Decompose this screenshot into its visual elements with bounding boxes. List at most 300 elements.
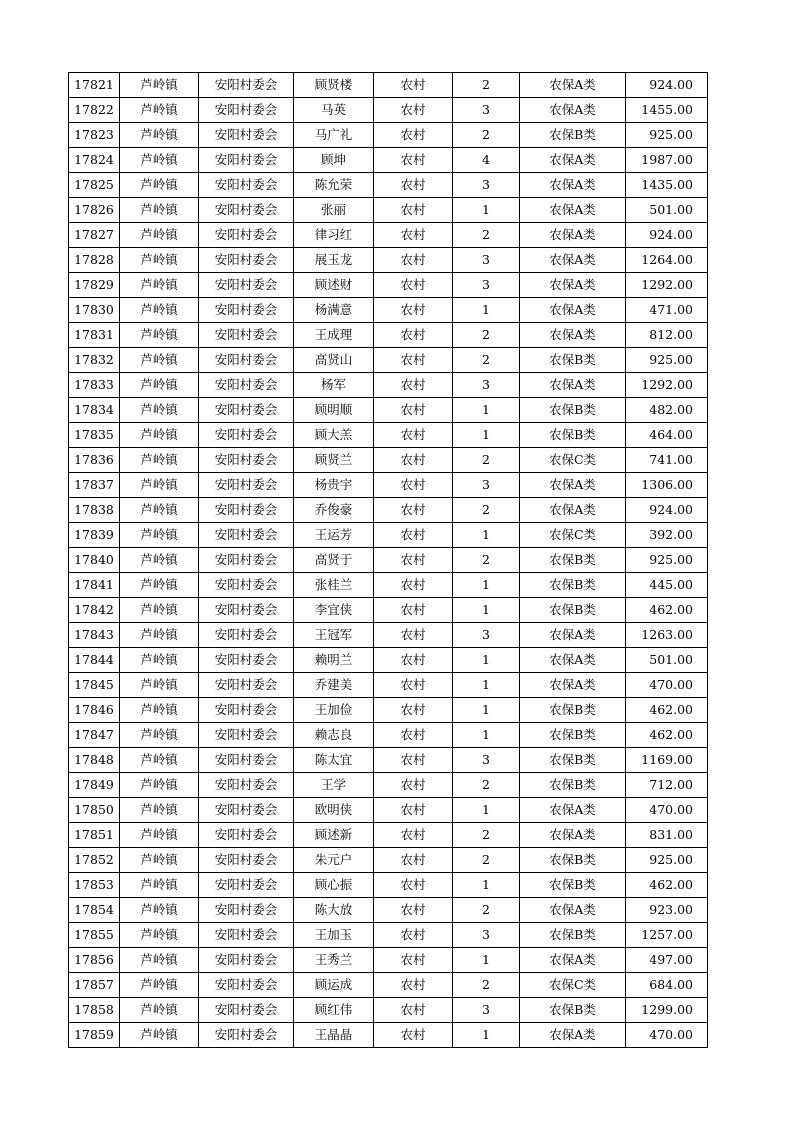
household-size-cell: 1 bbox=[453, 873, 520, 898]
insurance-class-cell: 农保B类 bbox=[520, 598, 626, 623]
household-size-cell: 2 bbox=[453, 448, 520, 473]
village-committee-cell: 安阳村委会 bbox=[199, 873, 294, 898]
table-row bbox=[69, 748, 708, 773]
table-row bbox=[69, 148, 708, 173]
village-committee-cell: 安阳村委会 bbox=[199, 98, 294, 123]
village-committee-cell: 安阳村委会 bbox=[199, 648, 294, 673]
amount-cell: 1299.00 bbox=[626, 998, 708, 1023]
record-id-cell: 17822 bbox=[69, 98, 120, 123]
insurance-class-cell: 农保A类 bbox=[520, 148, 626, 173]
village-committee-cell: 安阳村委会 bbox=[199, 573, 294, 598]
name-cell: 朱元户 bbox=[294, 848, 374, 873]
record-id-cell: 17836 bbox=[69, 448, 120, 473]
amount-cell: 1435.00 bbox=[626, 173, 708, 198]
table-row bbox=[69, 923, 708, 948]
area-type-cell: 农村 bbox=[374, 698, 453, 723]
amount-cell: 812.00 bbox=[626, 323, 708, 348]
town-cell: 芦岭镇 bbox=[120, 798, 199, 823]
town-cell: 芦岭镇 bbox=[120, 598, 199, 623]
town-cell: 芦岭镇 bbox=[120, 898, 199, 923]
household-size-cell: 3 bbox=[453, 748, 520, 773]
village-committee-cell: 安阳村委会 bbox=[199, 923, 294, 948]
amount-cell: 462.00 bbox=[626, 723, 708, 748]
table-row bbox=[69, 798, 708, 823]
record-id-cell: 17858 bbox=[69, 998, 120, 1023]
table-row bbox=[69, 348, 708, 373]
insurance-class-cell: 农保A类 bbox=[520, 298, 626, 323]
household-size-cell: 3 bbox=[453, 998, 520, 1023]
amount-cell: 1987.00 bbox=[626, 148, 708, 173]
table-row bbox=[69, 598, 708, 623]
town-cell: 芦岭镇 bbox=[120, 73, 199, 98]
village-committee-cell: 安阳村委会 bbox=[199, 598, 294, 623]
town-cell: 芦岭镇 bbox=[120, 248, 199, 273]
town-cell: 芦岭镇 bbox=[120, 223, 199, 248]
record-id-cell: 17849 bbox=[69, 773, 120, 798]
record-id-cell: 17851 bbox=[69, 823, 120, 848]
village-committee-cell: 安阳村委会 bbox=[199, 773, 294, 798]
village-committee-cell: 安阳村委会 bbox=[199, 148, 294, 173]
name-cell: 王成理 bbox=[294, 323, 374, 348]
village-committee-cell: 安阳村委会 bbox=[199, 348, 294, 373]
name-cell: 陈允荣 bbox=[294, 173, 374, 198]
name-cell: 顾坤 bbox=[294, 148, 374, 173]
area-type-cell: 农村 bbox=[374, 773, 453, 798]
record-id-cell: 17854 bbox=[69, 898, 120, 923]
town-cell: 芦岭镇 bbox=[120, 548, 199, 573]
town-cell: 芦岭镇 bbox=[120, 498, 199, 523]
insurance-class-cell: 农保A类 bbox=[520, 648, 626, 673]
name-cell: 顾红伟 bbox=[294, 998, 374, 1023]
town-cell: 芦岭镇 bbox=[120, 523, 199, 548]
amount-cell: 497.00 bbox=[626, 948, 708, 973]
record-id-cell: 17846 bbox=[69, 698, 120, 723]
amount-cell: 462.00 bbox=[626, 698, 708, 723]
table-row bbox=[69, 498, 708, 523]
table-row bbox=[69, 848, 708, 873]
name-cell: 顾述新 bbox=[294, 823, 374, 848]
town-cell: 芦岭镇 bbox=[120, 823, 199, 848]
name-cell: 赖明兰 bbox=[294, 648, 374, 673]
table-row bbox=[69, 648, 708, 673]
insurance-class-cell: 农保B类 bbox=[520, 748, 626, 773]
household-size-cell: 2 bbox=[453, 823, 520, 848]
household-size-cell: 2 bbox=[453, 973, 520, 998]
village-committee-cell: 安阳村委会 bbox=[199, 673, 294, 698]
record-id-cell: 17839 bbox=[69, 523, 120, 548]
insurance-class-cell: 农保A类 bbox=[520, 623, 626, 648]
amount-cell: 470.00 bbox=[626, 673, 708, 698]
town-cell: 芦岭镇 bbox=[120, 323, 199, 348]
amount-cell: 462.00 bbox=[626, 873, 708, 898]
area-type-cell: 农村 bbox=[374, 948, 453, 973]
table-row bbox=[69, 223, 708, 248]
area-type-cell: 农村 bbox=[374, 173, 453, 198]
table-row bbox=[69, 123, 708, 148]
area-type-cell: 农村 bbox=[374, 748, 453, 773]
record-id-cell: 17825 bbox=[69, 173, 120, 198]
village-committee-cell: 安阳村委会 bbox=[199, 273, 294, 298]
town-cell: 芦岭镇 bbox=[120, 648, 199, 673]
area-type-cell: 农村 bbox=[374, 673, 453, 698]
insurance-class-cell: 农保B类 bbox=[520, 923, 626, 948]
amount-cell: 501.00 bbox=[626, 198, 708, 223]
town-cell: 芦岭镇 bbox=[120, 398, 199, 423]
area-type-cell: 农村 bbox=[374, 223, 453, 248]
record-id-cell: 17857 bbox=[69, 973, 120, 998]
village-committee-cell: 安阳村委会 bbox=[199, 823, 294, 848]
table-row bbox=[69, 698, 708, 723]
village-committee-cell: 安阳村委会 bbox=[199, 448, 294, 473]
table-row bbox=[69, 173, 708, 198]
village-committee-cell: 安阳村委会 bbox=[199, 173, 294, 198]
name-cell: 杨满意 bbox=[294, 298, 374, 323]
area-type-cell: 农村 bbox=[374, 498, 453, 523]
amount-cell: 925.00 bbox=[626, 848, 708, 873]
table-row bbox=[69, 773, 708, 798]
insurance-class-cell: 农保A类 bbox=[520, 173, 626, 198]
table-row bbox=[69, 573, 708, 598]
table-row bbox=[69, 98, 708, 123]
insurance-class-cell: 农保A类 bbox=[520, 373, 626, 398]
amount-cell: 1306.00 bbox=[626, 473, 708, 498]
household-size-cell: 1 bbox=[453, 423, 520, 448]
record-id-cell: 17852 bbox=[69, 848, 120, 873]
insurance-class-cell: 农保B类 bbox=[520, 548, 626, 573]
area-type-cell: 农村 bbox=[374, 523, 453, 548]
village-committee-cell: 安阳村委会 bbox=[199, 973, 294, 998]
record-id-cell: 17850 bbox=[69, 798, 120, 823]
area-type-cell: 农村 bbox=[374, 273, 453, 298]
amount-cell: 470.00 bbox=[626, 798, 708, 823]
town-cell: 芦岭镇 bbox=[120, 123, 199, 148]
area-type-cell: 农村 bbox=[374, 848, 453, 873]
insurance-class-cell: 农保C类 bbox=[520, 523, 626, 548]
amount-cell: 1264.00 bbox=[626, 248, 708, 273]
insurance-class-cell: 农保A类 bbox=[520, 73, 626, 98]
insurance-class-cell: 农保A类 bbox=[520, 498, 626, 523]
area-type-cell: 农村 bbox=[374, 623, 453, 648]
record-id-cell: 17853 bbox=[69, 873, 120, 898]
household-size-cell: 1 bbox=[453, 1023, 520, 1048]
name-cell: 王运芳 bbox=[294, 523, 374, 548]
insurance-class-cell: 农保A类 bbox=[520, 98, 626, 123]
record-id-cell: 17837 bbox=[69, 473, 120, 498]
amount-cell: 1257.00 bbox=[626, 923, 708, 948]
town-cell: 芦岭镇 bbox=[120, 723, 199, 748]
household-size-cell: 1 bbox=[453, 648, 520, 673]
record-id-cell: 17831 bbox=[69, 323, 120, 348]
insurance-class-cell: 农保A类 bbox=[520, 898, 626, 923]
household-size-cell: 2 bbox=[453, 123, 520, 148]
record-id-cell: 17856 bbox=[69, 948, 120, 973]
table-row bbox=[69, 1023, 708, 1048]
amount-cell: 1169.00 bbox=[626, 748, 708, 773]
insurance-class-cell: 农保B类 bbox=[520, 998, 626, 1023]
village-committee-cell: 安阳村委会 bbox=[199, 473, 294, 498]
area-type-cell: 农村 bbox=[374, 823, 453, 848]
household-size-cell: 3 bbox=[453, 623, 520, 648]
household-size-cell: 1 bbox=[453, 673, 520, 698]
name-cell: 陈太宜 bbox=[294, 748, 374, 773]
household-size-cell: 2 bbox=[453, 773, 520, 798]
household-size-cell: 3 bbox=[453, 173, 520, 198]
table-row bbox=[69, 873, 708, 898]
household-size-cell: 1 bbox=[453, 573, 520, 598]
insurance-class-cell: 农保A类 bbox=[520, 223, 626, 248]
household-size-cell: 2 bbox=[453, 848, 520, 873]
town-cell: 芦岭镇 bbox=[120, 623, 199, 648]
area-type-cell: 农村 bbox=[374, 648, 453, 673]
record-id-cell: 17829 bbox=[69, 273, 120, 298]
area-type-cell: 农村 bbox=[374, 123, 453, 148]
name-cell: 马广礼 bbox=[294, 123, 374, 148]
area-type-cell: 农村 bbox=[374, 723, 453, 748]
household-size-cell: 2 bbox=[453, 548, 520, 573]
name-cell: 张桂兰 bbox=[294, 573, 374, 598]
record-id-cell: 17859 bbox=[69, 1023, 120, 1048]
area-type-cell: 农村 bbox=[374, 423, 453, 448]
record-id-cell: 17835 bbox=[69, 423, 120, 448]
area-type-cell: 农村 bbox=[374, 873, 453, 898]
area-type-cell: 农村 bbox=[374, 798, 453, 823]
name-cell: 李宜侠 bbox=[294, 598, 374, 623]
town-cell: 芦岭镇 bbox=[120, 423, 199, 448]
area-type-cell: 农村 bbox=[374, 598, 453, 623]
amount-cell: 925.00 bbox=[626, 548, 708, 573]
amount-cell: 1263.00 bbox=[626, 623, 708, 648]
table-row bbox=[69, 398, 708, 423]
amount-cell: 464.00 bbox=[626, 423, 708, 448]
table-row bbox=[69, 273, 708, 298]
insurance-class-cell: 农保B类 bbox=[520, 773, 626, 798]
table-row bbox=[69, 998, 708, 1023]
insurance-class-cell: 农保B类 bbox=[520, 698, 626, 723]
village-committee-cell: 安阳村委会 bbox=[199, 723, 294, 748]
table-row bbox=[69, 548, 708, 573]
record-id-cell: 17828 bbox=[69, 248, 120, 273]
name-cell: 顾贤兰 bbox=[294, 448, 374, 473]
village-committee-cell: 安阳村委会 bbox=[199, 1023, 294, 1048]
insurance-class-cell: 农保B类 bbox=[520, 423, 626, 448]
record-id-cell: 17826 bbox=[69, 198, 120, 223]
insurance-class-cell: 农保C类 bbox=[520, 973, 626, 998]
name-cell: 王加玉 bbox=[294, 923, 374, 948]
table-row bbox=[69, 198, 708, 223]
town-cell: 芦岭镇 bbox=[120, 473, 199, 498]
insurance-class-cell: 农保A类 bbox=[520, 198, 626, 223]
village-committee-cell: 安阳村委会 bbox=[199, 498, 294, 523]
name-cell: 高贤于 bbox=[294, 548, 374, 573]
village-committee-cell: 安阳村委会 bbox=[199, 998, 294, 1023]
amount-cell: 482.00 bbox=[626, 398, 708, 423]
name-cell: 高贤山 bbox=[294, 348, 374, 373]
household-size-cell: 2 bbox=[453, 898, 520, 923]
table-row bbox=[69, 73, 708, 98]
area-type-cell: 农村 bbox=[374, 573, 453, 598]
record-id-cell: 17838 bbox=[69, 498, 120, 523]
town-cell: 芦岭镇 bbox=[120, 298, 199, 323]
household-size-cell: 3 bbox=[453, 273, 520, 298]
amount-cell: 1455.00 bbox=[626, 98, 708, 123]
amount-cell: 924.00 bbox=[626, 223, 708, 248]
household-size-cell: 3 bbox=[453, 248, 520, 273]
village-committee-cell: 安阳村委会 bbox=[199, 948, 294, 973]
amount-cell: 684.00 bbox=[626, 973, 708, 998]
name-cell: 顾贤楼 bbox=[294, 73, 374, 98]
town-cell: 芦岭镇 bbox=[120, 98, 199, 123]
village-committee-cell: 安阳村委会 bbox=[199, 898, 294, 923]
amount-cell: 712.00 bbox=[626, 773, 708, 798]
area-type-cell: 农村 bbox=[374, 73, 453, 98]
area-type-cell: 农村 bbox=[374, 298, 453, 323]
town-cell: 芦岭镇 bbox=[120, 923, 199, 948]
town-cell: 芦岭镇 bbox=[120, 348, 199, 373]
name-cell: 欧明侠 bbox=[294, 798, 374, 823]
record-id-cell: 17840 bbox=[69, 548, 120, 573]
household-size-cell: 1 bbox=[453, 723, 520, 748]
town-cell: 芦岭镇 bbox=[120, 373, 199, 398]
amount-cell: 831.00 bbox=[626, 823, 708, 848]
household-size-cell: 1 bbox=[453, 298, 520, 323]
insurance-class-cell: 农保A类 bbox=[520, 273, 626, 298]
town-cell: 芦岭镇 bbox=[120, 273, 199, 298]
village-committee-cell: 安阳村委会 bbox=[199, 698, 294, 723]
name-cell: 律习红 bbox=[294, 223, 374, 248]
town-cell: 芦岭镇 bbox=[120, 873, 199, 898]
village-committee-cell: 安阳村委会 bbox=[199, 623, 294, 648]
area-type-cell: 农村 bbox=[374, 398, 453, 423]
table-row bbox=[69, 948, 708, 973]
town-cell: 芦岭镇 bbox=[120, 848, 199, 873]
town-cell: 芦岭镇 bbox=[120, 698, 199, 723]
town-cell: 芦岭镇 bbox=[120, 973, 199, 998]
table-row bbox=[69, 373, 708, 398]
household-size-cell: 2 bbox=[453, 73, 520, 98]
amount-cell: 924.00 bbox=[626, 498, 708, 523]
amount-cell: 1292.00 bbox=[626, 373, 708, 398]
household-size-cell: 2 bbox=[453, 498, 520, 523]
name-cell: 杨军 bbox=[294, 373, 374, 398]
record-id-cell: 17827 bbox=[69, 223, 120, 248]
household-size-cell: 2 bbox=[453, 323, 520, 348]
town-cell: 芦岭镇 bbox=[120, 1023, 199, 1048]
record-id-cell: 17845 bbox=[69, 673, 120, 698]
household-size-cell: 1 bbox=[453, 598, 520, 623]
name-cell: 顾大羔 bbox=[294, 423, 374, 448]
name-cell: 王秀兰 bbox=[294, 948, 374, 973]
table-row bbox=[69, 623, 708, 648]
amount-cell: 392.00 bbox=[626, 523, 708, 548]
record-id-cell: 17821 bbox=[69, 73, 120, 98]
table-body bbox=[69, 73, 708, 1048]
town-cell: 芦岭镇 bbox=[120, 198, 199, 223]
record-id-cell: 17841 bbox=[69, 573, 120, 598]
insurance-class-cell: 农保A类 bbox=[520, 248, 626, 273]
insurance-class-cell: 农保B类 bbox=[520, 573, 626, 598]
area-type-cell: 农村 bbox=[374, 448, 453, 473]
insurance-class-cell: 农保C类 bbox=[520, 448, 626, 473]
table-row bbox=[69, 298, 708, 323]
insurance-class-cell: 农保A类 bbox=[520, 673, 626, 698]
area-type-cell: 农村 bbox=[374, 473, 453, 498]
name-cell: 赖志良 bbox=[294, 723, 374, 748]
village-committee-cell: 安阳村委会 bbox=[199, 298, 294, 323]
area-type-cell: 农村 bbox=[374, 98, 453, 123]
insurance-class-cell: 农保A类 bbox=[520, 1023, 626, 1048]
name-cell: 展玉龙 bbox=[294, 248, 374, 273]
table-row bbox=[69, 473, 708, 498]
household-size-cell: 2 bbox=[453, 223, 520, 248]
village-committee-cell: 安阳村委会 bbox=[199, 548, 294, 573]
amount-cell: 925.00 bbox=[626, 348, 708, 373]
household-size-cell: 3 bbox=[453, 473, 520, 498]
village-committee-cell: 安阳村委会 bbox=[199, 748, 294, 773]
name-cell: 王学 bbox=[294, 773, 374, 798]
name-cell: 杨贵宇 bbox=[294, 473, 374, 498]
record-id-cell: 17843 bbox=[69, 623, 120, 648]
area-type-cell: 农村 bbox=[374, 148, 453, 173]
area-type-cell: 农村 bbox=[374, 198, 453, 223]
table-row bbox=[69, 898, 708, 923]
area-type-cell: 农村 bbox=[374, 548, 453, 573]
table-row bbox=[69, 423, 708, 448]
table-row bbox=[69, 248, 708, 273]
village-committee-cell: 安阳村委会 bbox=[199, 373, 294, 398]
insurance-class-cell: 农保A类 bbox=[520, 798, 626, 823]
record-id-cell: 17830 bbox=[69, 298, 120, 323]
record-id-cell: 17848 bbox=[69, 748, 120, 773]
area-type-cell: 农村 bbox=[374, 923, 453, 948]
record-id-cell: 17842 bbox=[69, 598, 120, 623]
insurance-class-cell: 农保B类 bbox=[520, 348, 626, 373]
village-committee-cell: 安阳村委会 bbox=[199, 323, 294, 348]
household-size-cell: 2 bbox=[453, 348, 520, 373]
name-cell: 顾运成 bbox=[294, 973, 374, 998]
name-cell: 张丽 bbox=[294, 198, 374, 223]
name-cell: 马英 bbox=[294, 98, 374, 123]
household-size-cell: 1 bbox=[453, 523, 520, 548]
area-type-cell: 农村 bbox=[374, 348, 453, 373]
table-row bbox=[69, 973, 708, 998]
area-type-cell: 农村 bbox=[374, 1023, 453, 1048]
amount-cell: 462.00 bbox=[626, 598, 708, 623]
insurance-class-cell: 农保B类 bbox=[520, 848, 626, 873]
amount-cell: 471.00 bbox=[626, 298, 708, 323]
name-cell: 王加俭 bbox=[294, 698, 374, 723]
town-cell: 芦岭镇 bbox=[120, 448, 199, 473]
name-cell: 顾明顺 bbox=[294, 398, 374, 423]
household-size-cell: 1 bbox=[453, 798, 520, 823]
name-cell: 王晶晶 bbox=[294, 1023, 374, 1048]
insurance-class-cell: 农保B类 bbox=[520, 723, 626, 748]
household-size-cell: 4 bbox=[453, 148, 520, 173]
amount-cell: 923.00 bbox=[626, 898, 708, 923]
name-cell: 陈大放 bbox=[294, 898, 374, 923]
insurance-class-cell: 农保A类 bbox=[520, 948, 626, 973]
amount-cell: 470.00 bbox=[626, 1023, 708, 1048]
household-size-cell: 3 bbox=[453, 923, 520, 948]
area-type-cell: 农村 bbox=[374, 373, 453, 398]
record-id-cell: 17833 bbox=[69, 373, 120, 398]
area-type-cell: 农村 bbox=[374, 323, 453, 348]
amount-cell: 741.00 bbox=[626, 448, 708, 473]
town-cell: 芦岭镇 bbox=[120, 573, 199, 598]
insurance-class-cell: 农保A类 bbox=[520, 473, 626, 498]
table-row bbox=[69, 673, 708, 698]
town-cell: 芦岭镇 bbox=[120, 998, 199, 1023]
record-id-cell: 17834 bbox=[69, 398, 120, 423]
